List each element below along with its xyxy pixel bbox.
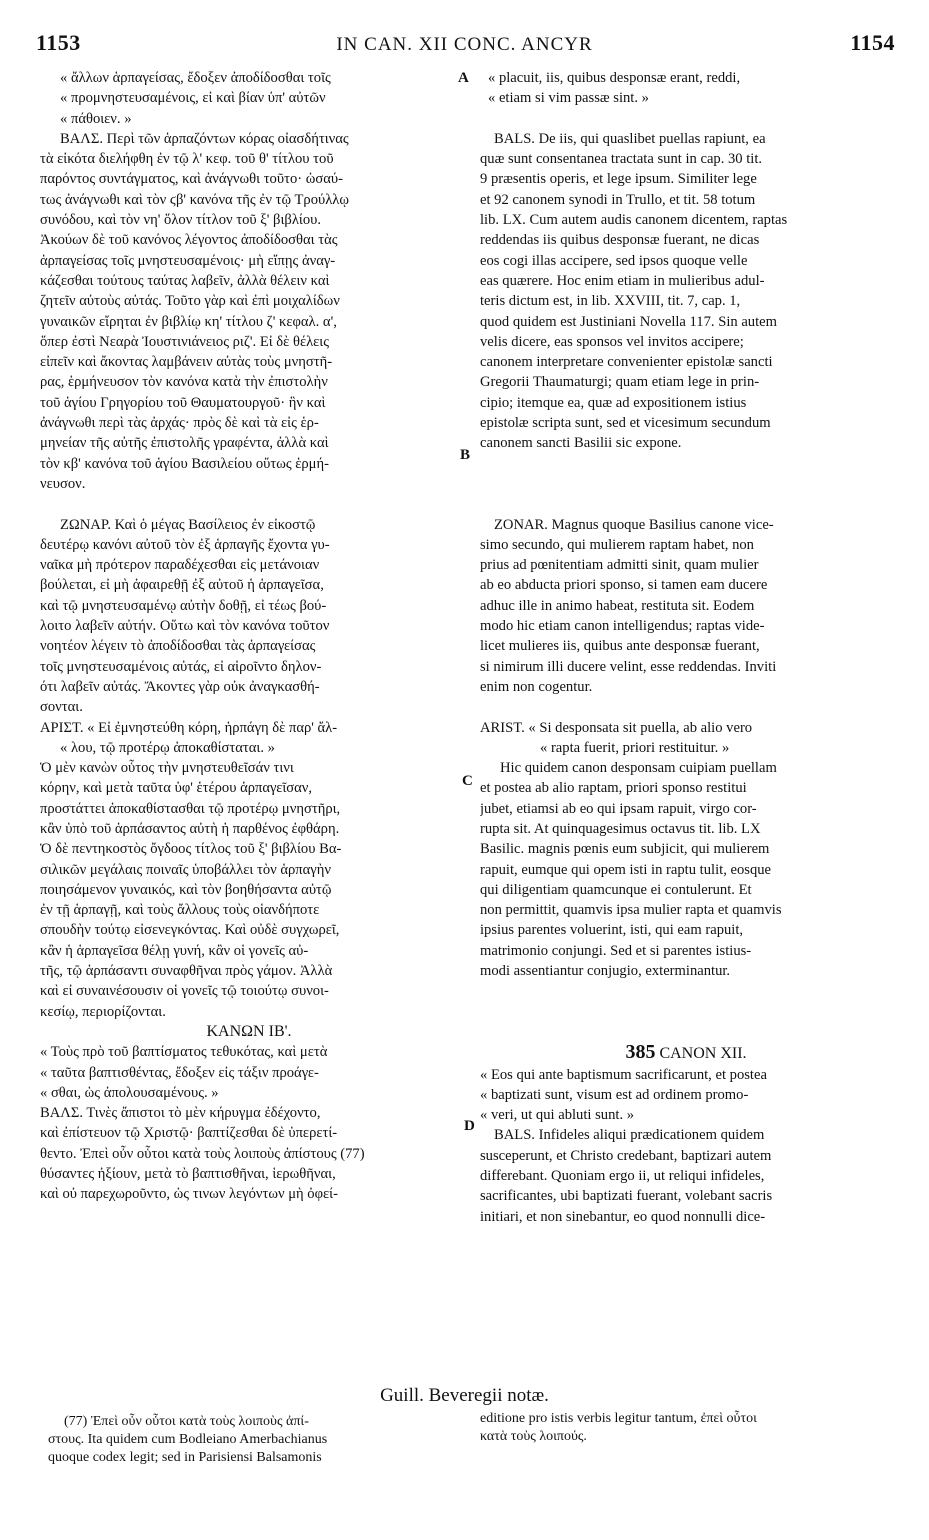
- latin-line: « placuit, iis, quibus desponsæ erant, reddi,: [488, 70, 741, 86]
- latin-line: 9 præsentis operis, et lege ipsum. Similiter lege: [480, 171, 757, 188]
- greek-line: « σθαι, ὡς ἀπολουσαμένους. »: [40, 1084, 219, 1101]
- latin-canon-title: CANON XII.: [659, 1045, 747, 1063]
- latin-line: rapuit, eumque qui opem isti in raptu tulit, eosque: [480, 861, 772, 878]
- margin-letter-c: C: [462, 773, 473, 789]
- latin-canon-heading: [480, 1042, 892, 1064]
- greek-line: ότι λαβεῖν αὐτάς. Ἄκοντες γὰρ οὐκ ἀναγκασθή-: [40, 678, 320, 695]
- greek-line: ναῖκα μὴ πρότερον παραδέχεσθαι εἰς μετάνοιαν: [40, 557, 320, 574]
- right-page-number: 1154: [850, 30, 895, 55]
- latin-line: lib. LX. Cum autem audis canonem dicentem, raptas: [480, 212, 788, 229]
- greek-line: τοῖς μνηστευσαμένοις αὐτάς, εἰ αἱροῖντο δηλον-: [40, 658, 322, 675]
- greek-line: τὸν κβ' κανόνα τοῦ ἁγίου Βασιλείου οὕτως ἑρμή-: [40, 455, 329, 472]
- latin-line: quod quidem est Justiniani Novella 117. Sin autem: [480, 313, 777, 330]
- greek-line: σιλικῶν μεγάλαις ποιναῖς ὑποβάλλει τὸν ἁρπαγὴν: [40, 861, 331, 878]
- latin-line: differebant. Quoniam ergo ii, ut reliqui infideles,: [480, 1168, 765, 1185]
- latin-line: adhuc ille in animo habeat, restituta sit. Eodem: [480, 597, 755, 614]
- greek-line: ρας, ἑρμήνευσον τὸν κανόνα κατὰ τὴν ἐπιστολὴν: [40, 374, 328, 391]
- latin-line: quæ sunt consentanea tractata sunt in cap. 30 tit.: [480, 151, 763, 168]
- latin-line: cipio; itemque ea, quæ ad expositionem istius: [480, 394, 747, 411]
- latin-line: canonem interpretare convenienter epistolæ sancti: [480, 354, 773, 371]
- greek-line: καὶ εἰ συναινέσουσιν οἱ γονεῖς τῷ τοιούτῳ συνοι-: [40, 983, 329, 1000]
- greek-line: Ὁ δὲ πεντηκοστὸς ὄγδοος τίτλος τοῦ ξ' βιβλίου Βα-: [40, 841, 342, 858]
- latin-line: prius ad pœnitentiam admitti sinit, quam mulier: [480, 557, 759, 574]
- latin-line: initiari, et non sinebantur, eo quod nonnulli dice-: [480, 1208, 766, 1225]
- latin-line: et 92 canonem synodi in Trullo, et tit. 58 totum: [480, 191, 756, 208]
- greek-line: ποιησάμενον γυναικός, καὶ τὸν βοηθήσαντα αὐτῷ: [40, 881, 332, 898]
- latin-line: modo hic etiam canon intelligendus; raptas vide-: [480, 618, 765, 635]
- greek-line: σπουδὴν τούτῳ εἰσενεγκόντας. Καὶ οὐδὲ συγχωρεῖ,: [40, 922, 340, 939]
- latin-line: epistolæ scripta sunt, sed et vicesimum secundum: [480, 415, 771, 432]
- latin-line: BALS. Infideles aliqui prædicationem quidem: [494, 1127, 765, 1144]
- notes-heading: Guill. Beveregii notæ.: [380, 1385, 549, 1406]
- greek-line: λοιτο λαβεῖν αὐτήν. Οὕτω καὶ τὸν κανόνα τοῦτον: [40, 618, 330, 635]
- greek-line: καὶ οὐ παρεχωροῦντο, ὡς τινων λεγόντων μὴ ὀφεί-: [40, 1186, 338, 1203]
- greek-line: γυναικῶν εἴρηται ἐν βιβλίῳ κη' τίτλου ζ' κεφαλ. α',: [40, 313, 337, 330]
- note-line: στους. Ita quidem cum Bodleiano Amerbachianus: [48, 1432, 328, 1447]
- greek-column: [40, 68, 458, 1205]
- margin-letter-b: B: [460, 447, 471, 463]
- latin-line: ZONAR. Magnus quoque Basilius canone vice-: [494, 516, 774, 533]
- latin-line: jubet, etiamsi ab eo qui ipsam rapuit, virgo cor-: [480, 800, 757, 817]
- latin-line: ARIST. « Si desponsata sit puella, ab alio vero: [480, 719, 753, 736]
- greek-line: δευτέρῳ κανόνι αὐτοῦ τὸν ἐξ ἁρπαγῆς ἔχοντα γυ-: [40, 536, 330, 553]
- greek-line: ἀνάγνωθι περὶ τὰς ἀρχάς· πρὸς δὲ καὶ τὰ εἰς ἑρ-: [40, 415, 319, 432]
- column-number: 385: [625, 1042, 656, 1064]
- note-line: (77) Ἐπεὶ οὖν οὗτοι κατὰ τοὺς λοιποὺς ἀπί-: [64, 1414, 309, 1429]
- greek-line: μηνείαν τῆς αὐτῆς ἐπιστολῆς γραφέντα, ἀλλὰ καὶ: [40, 435, 329, 452]
- latin-line: « etiam si vim passæ sint. »: [488, 90, 649, 107]
- greek-line: κόρην, καὶ μετὰ ταῦτα ὑφ' ἑτέρου ἁρπαγεῖσαν,: [40, 780, 313, 797]
- note-line: quoque codex legit; sed in Parisiensi Balsamonis: [48, 1450, 322, 1465]
- greek-line: « Τοὺς πρὸ τοῦ βαπτίσματος τεθυκότας, καὶ μετὰ: [40, 1044, 328, 1061]
- greek-line: εἰπεῖν καὶ ἄκοντας λαμβάνειν αὐτὰς τοὺς μνηστῆ-: [40, 354, 333, 371]
- greek-line: σονται.: [40, 699, 83, 716]
- greek-line: « ταῦτα βαπτισθέντας, ἔδοξεν εἰς τάξιν προάγε-: [40, 1064, 319, 1081]
- latin-line: teris dictum est, in lib. XXVIII, tit. 7, cap. 1,: [480, 293, 741, 310]
- greek-line: τοῦ ἁγίου Γρηγορίου τοῦ Θαυματουργοῦ· ἣν καὶ: [40, 394, 326, 411]
- greek-line: κἂν ἡ ἁρπαγεῖσα θέλῃ γυνή, κἂν οἱ γονεῖς αὐ-: [40, 942, 309, 959]
- greek-line: παρόντος συντάγματος, καὶ ἀνάγνωθι τοῦτο· ὡσαύ-: [40, 171, 343, 188]
- greek-line: κἂν ὑπὸ τοῦ ἁρπάσαντος αὐτὴ ἡ παρθένος ἐφθάρη.: [40, 820, 340, 837]
- latin-line: ab eo abducta priori sponso, si tamen eam ducere: [480, 577, 768, 594]
- latin-line: Hic quidem canon desponsam cuipiam puellam: [500, 760, 777, 777]
- latin-line: eos cogi illas accipere, sed ipsos quoque velle: [480, 252, 748, 269]
- left-page-number: 1153: [36, 30, 81, 55]
- notes-right-column: [480, 1410, 892, 1446]
- greek-line: ΒΑΛΣ. Τινὲς ἄπιστοι τὸ μὲν κήρυγμα ἐδέχοντο,: [40, 1105, 321, 1122]
- latin-line: reddendas iis quibus desponsæ fuerant, ne dicas: [480, 232, 760, 249]
- greek-line: ζητεῖν αὐτοὺς αὐτάς. Τοῦτο γὰρ καὶ ἐπὶ μοιχαλίδων: [40, 293, 340, 310]
- greek-line: τῆς, τῷ ἁρπάσαντι συναφθῆναι πρὸς γάμον. Ἀλλὰ: [40, 963, 333, 980]
- greek-line: ἐν τῇ ἁρπαγῇ, καὶ τοὺς ἄλλους τοὺς οἱανδήποτε: [40, 902, 320, 919]
- notes-left-column: [48, 1413, 458, 1467]
- latin-line: ipsius parentes voluerint, isti, qui eam rapuit,: [480, 922, 744, 939]
- greek-line: προστάττει ἀποκαθίστασθαι τῷ προτέρῳ μνηστῆρι,: [40, 800, 341, 817]
- latin-line: susceperunt, et Christo credebant, baptizari autem: [480, 1147, 772, 1164]
- latin-line: modi assentiantur conjugio, exterminantur.: [480, 963, 731, 980]
- latin-line: Gregorii Thaumaturgi; quam etiam lege in prin-: [480, 374, 760, 391]
- greek-line: βούλεται, εἰ μὴ ἀφαιρεθῇ ἐξ αὐτοῦ ἡ ἁρπαγεῖσα,: [40, 577, 324, 594]
- latin-line: enim non cogentur.: [480, 678, 593, 695]
- latin-line: Basilic. magnis pœnis eum subjicit, qui mulierem: [480, 841, 770, 858]
- latin-line: « Eos qui ante baptismum sacrificarunt, et postea: [480, 1066, 767, 1083]
- greek-line: κεσίῳ, περιορίζονται.: [40, 1003, 166, 1020]
- greek-line: θεντο. Ἐπεὶ οὖν οὗτοι κατὰ τοὺς λοιποὺς ἀπίστους (77): [40, 1145, 365, 1162]
- greek-line: « ἄλλων ἁρπαγείσας, ἔδοξεν ἀποδίδοσθαι τοῖς: [60, 70, 331, 86]
- margin-letter-d: D: [464, 1118, 475, 1134]
- latin-line: rupta sit. At quinquagesimus octavus tit. lib. LX: [480, 820, 761, 837]
- margin-letter-a: A: [458, 70, 469, 86]
- greek-line: « προμνηστευσαμένοις, εἰ καὶ βίαν ὑπ' αὐτῶν: [60, 90, 326, 107]
- latin-line: « rapta fuerit, priori restituitur. »: [540, 739, 730, 756]
- greek-canon-title: ΚΑΝΩΝ ΙΒ'.: [206, 1022, 292, 1040]
- latin-line: qui diligentiam quamcunque ei contulerunt. Et: [480, 881, 752, 898]
- latin-line: et postea ab alio raptam, priori sponso restitui: [480, 780, 747, 797]
- greek-line: Ἀκούων δὲ τοῦ κανόνος λέγοντος ἀποδίδοσθαι τὰς: [40, 232, 338, 249]
- latin-line: « veri, ut qui abluti sunt. »: [480, 1107, 635, 1124]
- greek-line: ἁρπαγείσας τοῖς μνηστευσαμένοις· μὴ εἴπῃς ἀναγ-: [40, 252, 336, 269]
- latin-line: non permittit, quamvis ipsa mulier rapta et quamvis: [480, 902, 782, 919]
- latin-line: BALS. De iis, qui quaslibet puellas rapiunt, ea: [494, 130, 766, 147]
- greek-line: « λου, τῷ προτέρῳ ἀποκαθίσταται. »: [60, 739, 275, 756]
- greek-line: τὰ εἰκότα διελήφθη ἐν τῷ λ' κεφ. τοῦ θ' τίτλου τοῦ: [40, 151, 334, 168]
- latin-line: si nimirum illi ducere velint, esse reddendas. Inviti: [480, 658, 777, 675]
- greek-line: Ὁ μὲν κανὼν οὗτος τὴν μνηστευθεῖσάν τινι: [40, 760, 294, 777]
- latin-column: [480, 68, 892, 1227]
- greek-line: ΒΑΛΣ. Περὶ τῶν ἁρπαζόντων κόρας οἰασδήτινας: [60, 130, 349, 147]
- latin-line: sacrificantes, ubi baptizati fuerant, volebant sacris: [480, 1188, 773, 1205]
- latin-line: « baptizati sunt, visum est ad ordinem promo-: [480, 1086, 749, 1103]
- latin-line: matrimonio conjungi. Sed et si parentes istius-: [480, 942, 752, 959]
- greek-line: καὶ ἐπίστευον τῷ Χριστῷ· βαπτίζεσθαι δὲ ὑπερετί-: [40, 1125, 338, 1142]
- greek-line: θύσαντες ἠξίουν, μετὰ τὸ βαπτισθῆναι, ἱερωθῆναι,: [40, 1166, 336, 1183]
- greek-line: ΑΡΙΣΤ. « Εἰ ἐμνηστεύθη κόρη, ἡρπάγη δὲ παρ' ἄλ-: [40, 719, 338, 736]
- greek-line: καὶ τῷ μνηστευσαμένῳ αὐτὴν δοθῇ, εἰ τέως βού-: [40, 597, 327, 614]
- note-line: κατὰ τοὺς λοιπούς.: [480, 1429, 587, 1444]
- latin-line: canonem sancti Basilii sic expone.: [480, 435, 682, 452]
- greek-line: συνόδου, καὶ τὸν νη' ὅλον τίτλον τοῦ ξ' βιβλίου.: [40, 212, 322, 229]
- latin-line: eas quærere. Hoc enim etiam in mulieribus adul-: [480, 272, 765, 289]
- greek-line: « πάθοιεν. »: [60, 110, 132, 127]
- latin-line: simo secundo, qui mulierem raptam habet, non: [480, 536, 754, 553]
- running-title: IN CAN. XII CONC. ANCYR: [336, 34, 593, 55]
- greek-line: κάζεσθαι τούτους ταύτας λαβεῖν, ἀλλὰ θέλειν καὶ: [40, 272, 330, 289]
- latin-line: velis dicere, eas sponsos vel invitos accipere;: [480, 333, 744, 350]
- greek-line: ὅπερ ἐστὶ Νεαρὰ Ἰουστινιάνειος ριζ'. Εἰ δὲ θέλεις: [40, 333, 329, 350]
- note-line: editione pro istis verbis legitur tantum, ἐπεὶ οὗτοι: [480, 1411, 757, 1426]
- greek-line: νοητέον λέγειν τὸ ἀποδίδοσθαι τὰς ἁρπαγείσας: [40, 638, 316, 655]
- greek-line: ΖΩΝΑΡ. Καὶ ὁ μέγας Βασίλειος ἐν εἰκοστῷ: [60, 516, 316, 533]
- latin-line: licet mulieres iis, quibus ante desponsæ fuerant,: [480, 638, 760, 655]
- greek-line: νευσον.: [40, 475, 86, 492]
- greek-line: τως ἀνάγνωθι καὶ τὸν ϛβ' κανόνα τῆς ἐν τῷ Τρούλλῳ: [40, 191, 349, 208]
